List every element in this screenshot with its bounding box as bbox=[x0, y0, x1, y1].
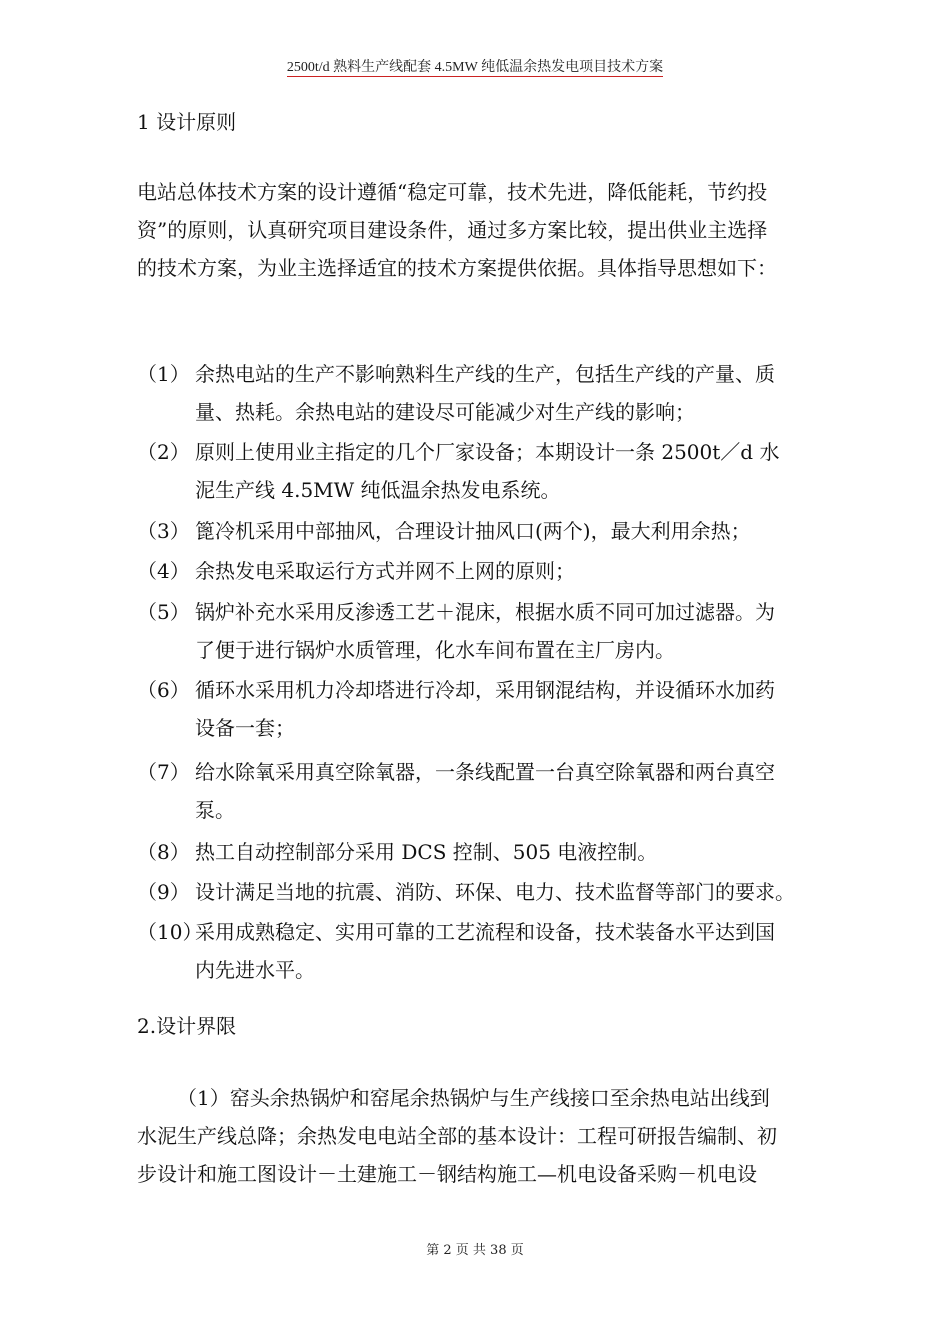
intro-line: 资”的原则，认真研究项目建设条件，通过多方案比较，提出供业主选择 bbox=[137, 218, 768, 242]
item-number: （6） bbox=[137, 678, 190, 702]
item-line: 了便于进行锅炉水质管理，化水车间布置在主厂房内。 bbox=[195, 638, 675, 662]
item-line: 锅炉补充水采用反渗透工艺＋混床，根据水质不同可加过滤器。为 bbox=[195, 600, 775, 624]
item-number: （2） bbox=[137, 440, 190, 464]
item-number: （3） bbox=[137, 519, 190, 543]
item-number: （9） bbox=[137, 880, 190, 904]
item-line: 内先进水平。 bbox=[195, 958, 315, 982]
intro-line: 电站总体技术方案的设计遵循“稳定可靠，技术先进，降低能耗，节约投 bbox=[137, 180, 768, 204]
item-line: 设备一套； bbox=[195, 716, 295, 740]
item-line: 余热发电采取运行方式并网不上网的原则； bbox=[195, 559, 575, 583]
item-line: 热工自动控制部分采用 DCS 控制、505 电液控制。 bbox=[195, 840, 658, 864]
item-line: 余热电站的生产不影响熟料生产线的生产，包括生产线的产量、质 bbox=[195, 362, 775, 386]
paragraph-line: 水泥生产线总降；余热发电电站全部的基本设计：工程可研报告编制、初 bbox=[137, 1124, 777, 1148]
section-1-intro bbox=[137, 173, 843, 287]
item-line: 量、热耗。余热电站的建设尽可能减少对生产线的影响； bbox=[195, 400, 695, 424]
item-number: （4） bbox=[137, 559, 190, 583]
intro-line: 的技术方案，为业主选择适宜的技术方案提供依据。具体指导思想如下： bbox=[137, 256, 777, 280]
section-2-paragraph bbox=[137, 1079, 843, 1193]
item-number: （1） bbox=[137, 362, 190, 386]
item-line: 采用成熟稳定、实用可靠的工艺流程和设备，技术装备水平达到国 bbox=[195, 920, 775, 944]
section-2-heading: 2.设计界限 bbox=[137, 1014, 237, 1038]
page-number: 第 2 页 共 38 页 bbox=[426, 1243, 524, 1258]
item-line: 篦冷机采用中部抽风，合理设计抽风口(两个)，最大利用余热； bbox=[195, 519, 751, 543]
item-line: 给水除氧采用真空除氧器，一条线配置一台真空除氧器和两台真空 bbox=[195, 760, 775, 784]
item-line: 泵。 bbox=[195, 798, 235, 822]
header-title: 2500t/d 熟料生产线配套 4.5MW 纯低温余热发电项目技术方案 bbox=[286, 60, 664, 75]
item-number: （8） bbox=[137, 840, 190, 864]
section-1-heading: 1 设计原则 bbox=[137, 110, 237, 134]
paragraph-line: （1）窑头余热锅炉和窑尾余热锅炉与生产线接口至余热电站出线到 bbox=[177, 1086, 770, 1110]
item-number: （10） bbox=[137, 920, 203, 944]
item-line: 原则上使用业主指定的几个厂家设备；本期设计一条 2500t／d 水 bbox=[195, 440, 780, 464]
paragraph-line: 步设计和施工图设计－土建施工－钢结构施工—机电设备采购－机电设 bbox=[137, 1162, 757, 1186]
item-line: 泥生产线 4.5MW 纯低温余热发电系统。 bbox=[195, 478, 561, 502]
item-number: （7） bbox=[137, 760, 190, 784]
item-line: 循环水采用机力冷却塔进行冷却，采用钢混结构，并设循环水加药 bbox=[195, 678, 775, 702]
item-number: （5） bbox=[137, 600, 190, 624]
document-header bbox=[0, 56, 950, 76]
item-line: 设计满足当地的抗震、消防、环保、电力、技术监督等部门的要求。 bbox=[195, 880, 795, 904]
